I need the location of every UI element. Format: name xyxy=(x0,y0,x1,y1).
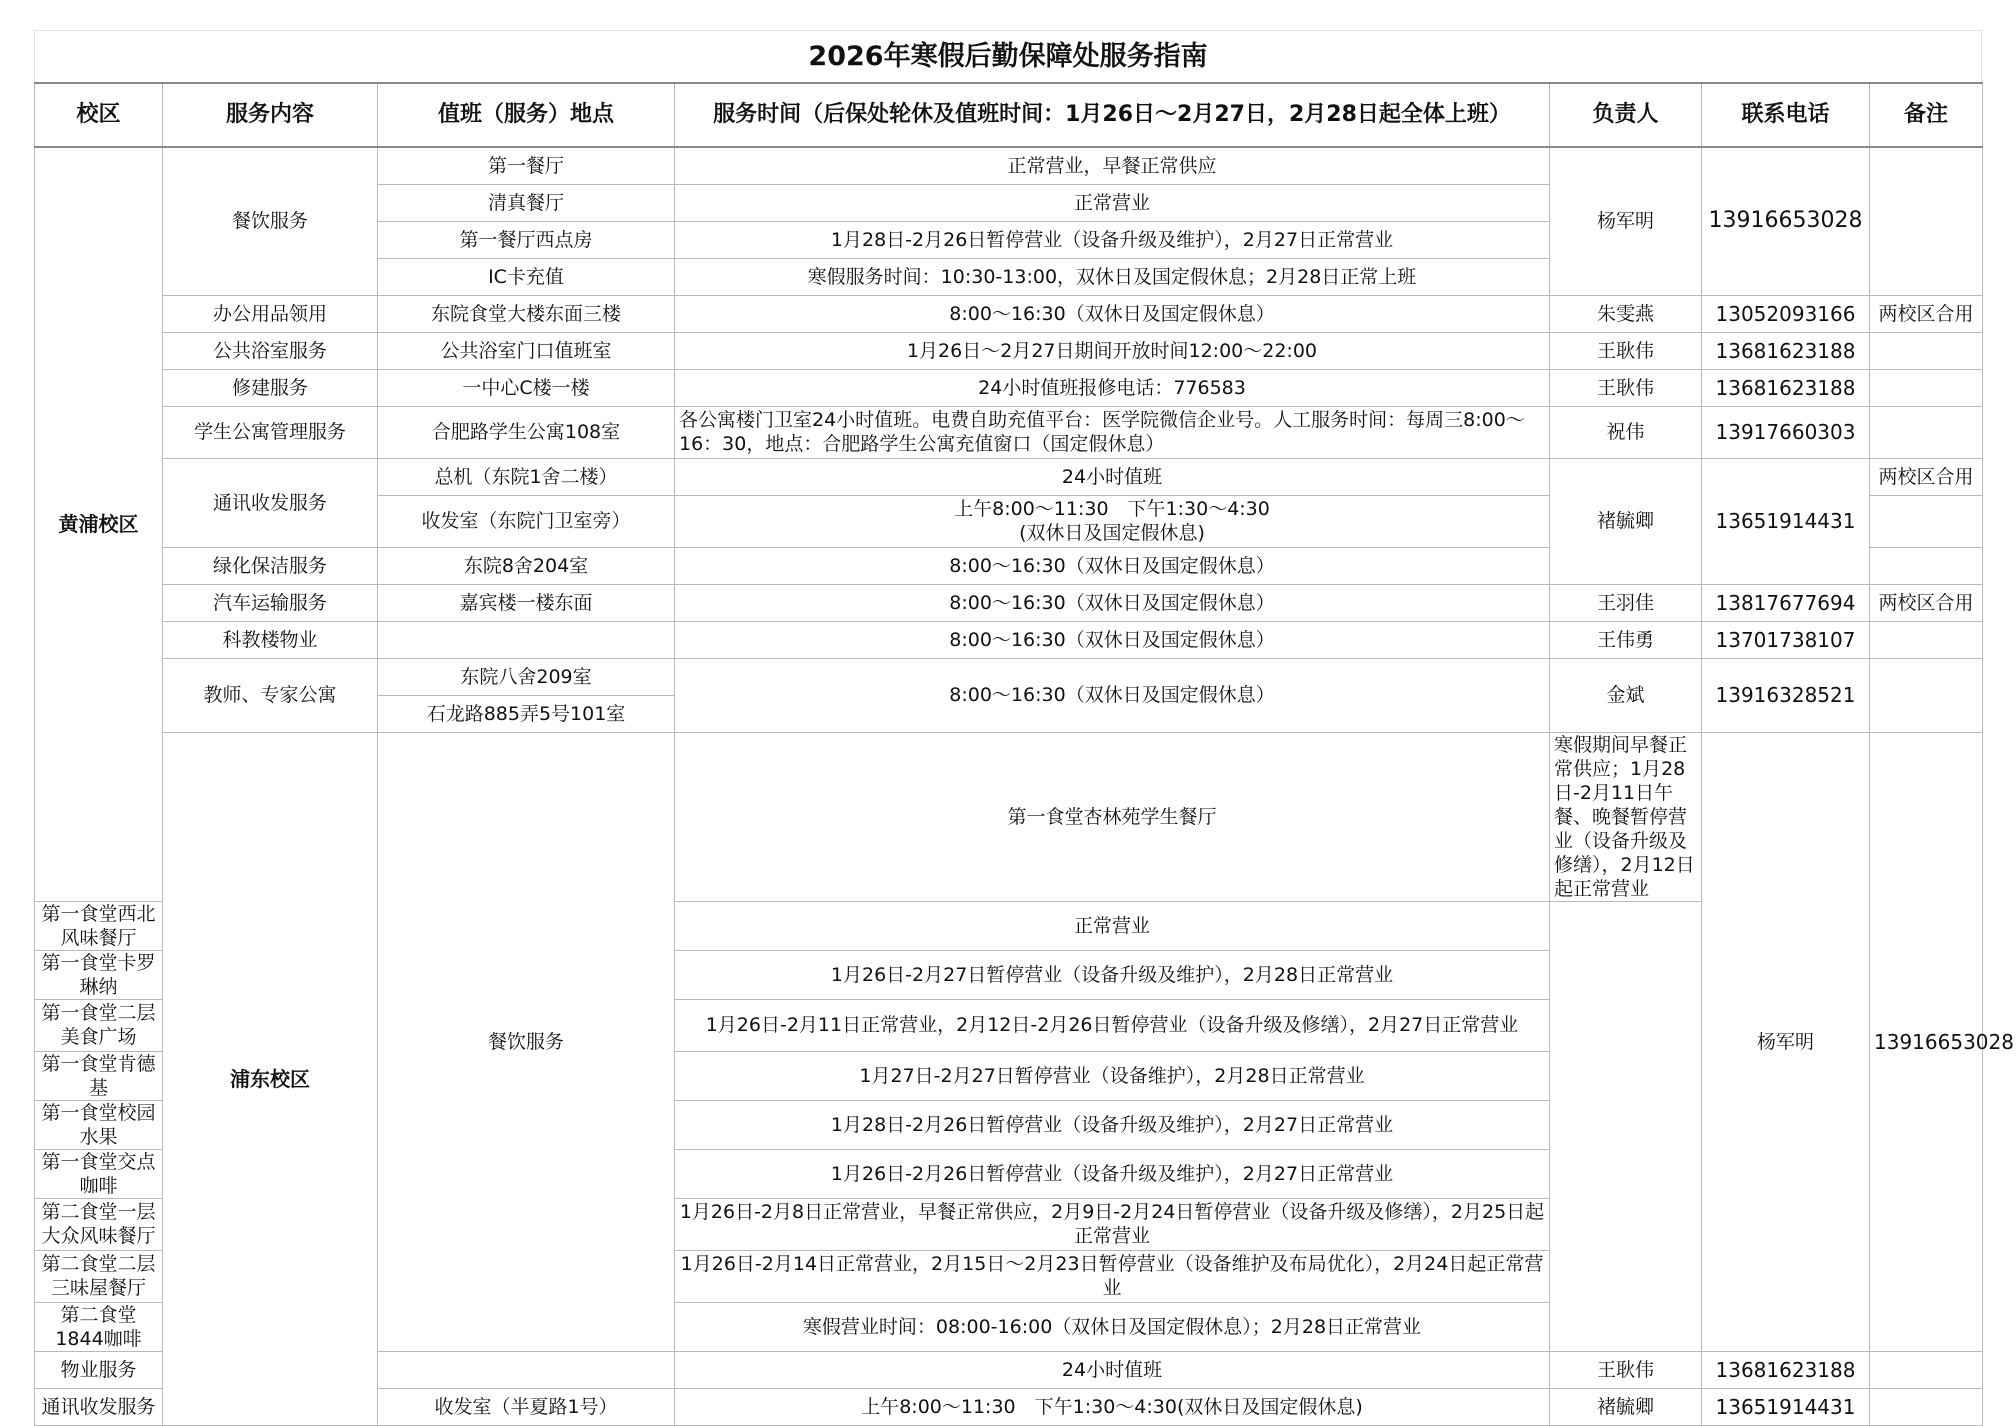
header-place: 值班（服务）地点 xyxy=(378,83,675,147)
time-cell xyxy=(675,495,1550,547)
place-cell: 第二食堂1844咖啡 xyxy=(35,1302,163,1351)
time-cell: 24小时值班报修电话：776583 xyxy=(675,369,1550,406)
place-cell: IC卡充值 xyxy=(378,258,675,295)
time-cell: 正常营业，早餐正常供应 xyxy=(675,147,1550,184)
place-cell: 东院食堂大楼东面三楼 xyxy=(378,295,675,332)
phone-cell: 13917660303 xyxy=(1702,406,1870,458)
time-cell: 寒假营业时间：08:00-16:00（双休日及国定假休息）；2月28日正常营业 xyxy=(675,1302,1550,1351)
place-cell: 第二食堂一层大众风味餐厅 xyxy=(35,1198,163,1250)
header-row xyxy=(35,83,1983,147)
time-cell: 8:00～16:30（双休日及国定假休息） xyxy=(675,584,1550,621)
service-cell: 修建服务 xyxy=(163,369,378,406)
time-cell: 24小时值班 xyxy=(675,458,1550,495)
service-cell: 办公用品领用 xyxy=(163,295,378,332)
service-cell: 通讯收发服务 xyxy=(163,458,378,547)
note-cell xyxy=(1870,369,1983,406)
header-phone: 联系电话 xyxy=(1702,83,1870,147)
person-cell: 金斌 xyxy=(1550,658,1702,732)
place-cell: 总机（东院1舍二楼） xyxy=(378,458,675,495)
time-cell: 1月26日-2月14日正常营业，2月15日～2月23日暂停营业（设备维护及布局优化），2月24日起正常营业 xyxy=(675,1250,1550,1302)
place-cell: 第一食堂校园水果 xyxy=(35,1100,163,1149)
service-cell: 学生公寓管理服务 xyxy=(163,406,378,458)
place-cell: 清真餐厅 xyxy=(378,184,675,221)
phone-cell: 13681623188 xyxy=(1702,369,1870,406)
service-cell: 绿化保洁服务 xyxy=(163,547,378,584)
phone-cell: 13052093166 xyxy=(1702,295,1870,332)
note-cell xyxy=(1870,495,1983,547)
place-cell: 收发室（半夏路1号） xyxy=(378,1388,675,1425)
person-cell: 褚毓卿 xyxy=(1550,458,1702,584)
header-note: 备注 xyxy=(1870,83,1983,147)
time-cell: 1月27日-2月27日暂停营业（设备维护），2月28日正常营业 xyxy=(675,1051,1550,1100)
place-cell: 第一食堂杏林苑学生餐厅 xyxy=(675,732,1550,901)
time-cell: 8:00～16:30（双休日及国定假休息） xyxy=(675,658,1550,732)
service-cell: 通讯收发服务 xyxy=(35,1388,163,1425)
table-row xyxy=(35,147,1983,184)
table-row xyxy=(35,584,1983,621)
header-campus: 校区 xyxy=(35,83,163,147)
time-cell: 8:00～16:30（双休日及国定假休息） xyxy=(675,295,1550,332)
service-guide-sheet xyxy=(34,30,2014,1426)
note-cell: 两校区合用 xyxy=(1870,295,1983,332)
service-cell: 物业服务 xyxy=(35,1351,163,1388)
note-cell xyxy=(1870,621,1983,658)
time-cell: 1月28日-2月26日暂停营业（设备升级及维护），2月27日正常营业 xyxy=(675,1100,1550,1149)
person-cell: 王耿伟 xyxy=(1550,332,1702,369)
note-cell: 两校区合用 xyxy=(1870,584,1983,621)
place-cell: 东院8舍204室 xyxy=(378,547,675,584)
time-cell: 1月28日-2月26日暂停营业（设备升级及维护），2月27日正常营业 xyxy=(675,221,1550,258)
phone-cell: 13916653028 xyxy=(1702,147,1870,295)
place-cell: 第一餐厅西点房 xyxy=(378,221,675,258)
table-row xyxy=(35,295,1983,332)
campus-pudong: 浦东校区 xyxy=(163,732,378,1425)
phone-cell: 13701738107 xyxy=(1702,621,1870,658)
place-cell: 收发室（东院门卫室旁） xyxy=(378,495,675,547)
service-cell: 公共浴室服务 xyxy=(163,332,378,369)
place-cell: 第二食堂二层三味屋餐厅 xyxy=(35,1250,163,1302)
service-cell: 教师、专家公寓 xyxy=(163,658,378,732)
header-service: 服务内容 xyxy=(163,83,378,147)
campus-huangpu: 黄浦校区 xyxy=(35,147,163,901)
time-cell: 上午8:00～11:30 下午1:30～4:30(双休日及国定假休息) xyxy=(675,1388,1550,1425)
phone-cell: 13681623188 xyxy=(1702,1351,1870,1388)
person-cell: 王耿伟 xyxy=(1550,369,1702,406)
person-cell: 杨军明 xyxy=(1702,732,1870,1351)
service-cell: 餐饮服务 xyxy=(163,147,378,295)
phone-cell: 13916328521 xyxy=(1702,658,1870,732)
note-cell xyxy=(1870,147,1983,295)
service-cell: 汽车运输服务 xyxy=(163,584,378,621)
time-cell: 寒假期间早餐正常供应；1月28日-2月11日午餐、晚餐暂停营业（设备升级及修缮），2月12日起正常营业 xyxy=(1550,732,1702,901)
person-cell: 杨军明 xyxy=(1550,147,1702,295)
note-cell xyxy=(1870,332,1983,369)
time-cell: 各公寓楼门卫室24小时值班。电费自助充值平台：医学院微信企业号。人工服务时间：每周三8:00～16：30，地点：合肥路学生公寓充值窗口（国定假休息） xyxy=(675,406,1550,458)
place-cell xyxy=(378,1351,675,1388)
service-table xyxy=(34,82,2014,1426)
place-cell: 一中心C楼一楼 xyxy=(378,369,675,406)
header-time: 服务时间（后保处轮休及值班时间：1月26日～2月27日，2月28日起全体上班） xyxy=(675,83,1550,147)
table-row xyxy=(35,621,1983,658)
place-cell xyxy=(378,621,675,658)
phone-cell: 13651914431 xyxy=(1702,458,1870,584)
person-cell: 褚毓卿 xyxy=(1550,1388,1702,1425)
phone-cell: 13651914431 xyxy=(1702,1388,1870,1425)
place-cell: 第一餐厅 xyxy=(378,147,675,184)
table-row xyxy=(35,732,1983,901)
note-cell xyxy=(1870,1388,1983,1425)
person-cell: 王伟勇 xyxy=(1550,621,1702,658)
time-cell: 寒假服务时间：10:30-13:00，双休日及国定假休息；2月28日正常上班 xyxy=(675,258,1550,295)
time-cell: 8:00～16:30（双休日及国定假休息） xyxy=(675,547,1550,584)
phone-cell: 13681623188 xyxy=(1702,332,1870,369)
time-cell: 正常营业 xyxy=(675,901,1550,950)
place-cell: 公共浴室门口值班室 xyxy=(378,332,675,369)
place-cell: 第一食堂交点咖啡 xyxy=(35,1149,163,1198)
service-cell: 科教楼物业 xyxy=(163,621,378,658)
time-line: 上午8:00～11:30 下午1:30～4:30 xyxy=(954,498,1270,520)
table-row xyxy=(35,658,1983,695)
time-cell: 1月26日～2月27日期间开放时间12:00～22:00 xyxy=(675,332,1550,369)
note-cell xyxy=(1870,658,1983,732)
time-cell: 1月26日-2月27日暂停营业（设备升级及维护），2月28日正常营业 xyxy=(675,950,1550,999)
place-cell: 第一食堂二层美食广场 xyxy=(35,999,163,1051)
page-title: 2026年寒假后勤保障处服务指南 xyxy=(34,30,1982,82)
time-line: (双休日及国定假休息) xyxy=(1019,522,1205,544)
note-cell xyxy=(1870,547,1983,584)
table-row xyxy=(35,332,1983,369)
time-cell: 1月26日-2月8日正常营业，早餐正常供应，2月9日-2月24日暂停营业（设备升级及修缮），2月25日起正常营业 xyxy=(675,1198,1550,1250)
phone-cell: 13916653028 xyxy=(1870,732,1983,1351)
time-cell: 24小时值班 xyxy=(675,1351,1550,1388)
header-person: 负责人 xyxy=(1550,83,1702,147)
place-cell: 石龙路885弄5号101室 xyxy=(378,695,675,732)
person-cell: 祝伟 xyxy=(1550,406,1702,458)
note-cell xyxy=(1870,406,1983,458)
place-cell: 嘉宾楼一楼东面 xyxy=(378,584,675,621)
table-row xyxy=(35,406,1983,458)
service-cell: 餐饮服务 xyxy=(378,732,675,1351)
place-cell: 合肥路学生公寓108室 xyxy=(378,406,675,458)
phone-cell: 13817677694 xyxy=(1702,584,1870,621)
note-cell: 两校区合用 xyxy=(1870,458,1983,495)
time-cell: 正常营业 xyxy=(675,184,1550,221)
table-row xyxy=(35,458,1983,495)
place-cell: 东院八舍209室 xyxy=(378,658,675,695)
place-cell: 第一食堂肯德基 xyxy=(35,1051,163,1100)
time-cell: 8:00～16:30（双休日及国定假休息） xyxy=(675,621,1550,658)
person-cell: 朱雯燕 xyxy=(1550,295,1702,332)
time-cell: 1月26日-2月26日暂停营业（设备升级及维护），2月27日正常营业 xyxy=(675,1149,1550,1198)
person-cell: 王耿伟 xyxy=(1550,1351,1702,1388)
note-cell xyxy=(1870,1351,1983,1388)
place-cell: 第一食堂西北风味餐厅 xyxy=(35,901,163,950)
place-cell: 第一食堂卡罗琳纳 xyxy=(35,950,163,999)
table-row xyxy=(35,369,1983,406)
person-cell: 王羽佳 xyxy=(1550,584,1702,621)
time-cell: 1月26日-2月11日正常营业，2月12日-2月26日暂停营业（设备升级及修缮），2月27日正常营业 xyxy=(675,999,1550,1051)
